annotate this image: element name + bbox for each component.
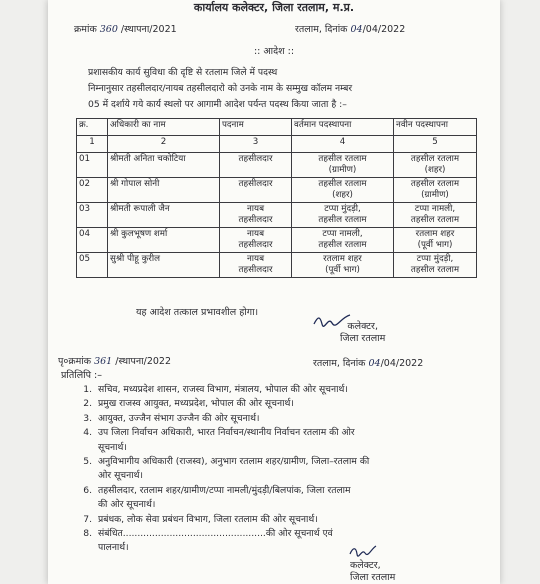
list-item: 3. आयुक्त, उज्जैन संभाग उज्जैन की ओर सूचनार्थ।	[83, 412, 260, 424]
order-number-prefix: क्रमांक	[74, 24, 100, 35]
order-date-prefix: रतलाम, दिनांक	[295, 24, 351, 35]
order-title: :: आदेश ::	[253, 46, 295, 57]
signature-block-1	[340, 321, 385, 345]
table-header-cell: पदनाम	[220, 119, 292, 136]
endorsement-number-handwritten: 361	[94, 356, 113, 367]
table-header-cell: नवीन पदस्थापना	[394, 119, 477, 136]
row-new-posting: रतलाम शहर (पूर्वी भाग)	[394, 228, 477, 253]
column-number: 4	[292, 136, 394, 153]
row-designation: तहसीलदार	[220, 178, 292, 203]
row-designation: नायब तहसीलदार	[220, 253, 292, 278]
table-header-cell: वर्तमान पदस्थापना	[292, 119, 394, 136]
row-current-posting: रतलाम शहर (पूर्वी भाग)	[292, 253, 394, 278]
row-serial: 03	[77, 203, 108, 228]
row-designation: तहसीलदार	[220, 153, 292, 178]
paragraph-line: प्रशासकीय कार्य सुविधा की दृष्टि से रतलाम जिले में पदस्थ	[88, 67, 278, 78]
order-date-handwritten: 04	[350, 24, 363, 35]
table-header-cell: अधिकारी का नाम	[108, 119, 220, 136]
order-paragraph	[88, 65, 474, 113]
table-header-cell: क्र.	[77, 119, 108, 136]
row-officer-name: श्री गोपाल सोनी	[108, 178, 220, 203]
table-row	[77, 178, 477, 203]
table-row	[77, 153, 477, 178]
signature-district: जिला रतलाम	[340, 333, 386, 344]
row-serial: 04	[77, 228, 108, 253]
row-officer-name: श्री कुलभूषण शर्मा	[108, 228, 220, 253]
order-date	[295, 22, 405, 35]
list-item: 2. प्रमुख राजस्व आयुक्त, मध्यप्रदेश, भोपाल की ओर सूचनार्थ।	[83, 398, 294, 410]
signature-title: कलेक्टर,	[347, 321, 378, 332]
order-number-suffix: /स्थापना/2021	[117, 24, 177, 35]
column-number: 1	[77, 136, 108, 153]
list-item: 7. प्रबंधक, लोक सेवा प्रबंधन विभाग, जिला रतलाम की ओर सूचनार्थ।	[83, 513, 318, 525]
effective-statement: यह आदेश तत्काल प्रभावशील होगा।	[136, 307, 259, 318]
row-officer-name: श्रीमती रूपाली जैन	[108, 203, 220, 228]
table-row	[77, 253, 477, 278]
row-current-posting: तहसील रतलाम (शहर)	[292, 178, 394, 203]
list-item: 4. उप जिला निर्वाचन अधिकारी, भारत निर्वाचन/स्थानीय निर्वाचन रतलाम की ओर सूचनार्थ।	[83, 427, 355, 453]
row-current-posting: टप्पा नामली, तहसील रतलाम	[292, 228, 394, 253]
office-header: कार्यालय कलेक्टर, जिला रतलाम, म.प्र.	[193, 1, 355, 14]
order-number-handwritten: 360	[99, 24, 118, 35]
signature-district: जिला रतलाम	[350, 572, 396, 583]
row-current-posting: टप्पा मुंदड़ी, तहसील रतलाम	[292, 203, 394, 228]
collector-signature-2	[348, 544, 378, 560]
row-officer-name: श्रीमती अनिता चकोटिया	[108, 153, 220, 178]
row-new-posting: टप्पा नामली, तहसील रतलाम	[394, 203, 477, 228]
table-row	[77, 203, 477, 228]
table-row	[77, 228, 477, 253]
list-item: 1. सचिव, मध्यप्रदेश शासन, राजस्व विभाग, मंत्रालय, भोपाल की ओर सूचनार्थ।	[83, 384, 348, 395]
signature-block-2	[350, 560, 395, 584]
posting-table	[76, 118, 477, 278]
row-new-posting: तहसील रतलाम (ग्रामीण)	[394, 178, 477, 203]
copy-list	[70, 383, 478, 556]
row-designation: नायब तहसीलदार	[220, 203, 292, 228]
row-current-posting: तहसील रतलाम (ग्रामीण)	[292, 153, 394, 178]
paragraph-line: 05 में दर्शाये गये कार्य स्थलो पर आगामी आदेश पर्यन्त पदस्थ किया जाता है :–	[88, 99, 347, 110]
order-date-suffix: /04/2022	[362, 24, 406, 35]
row-designation: नायब तहसीलदार	[220, 228, 292, 253]
copy-to-label: प्रतिलिपि :–	[61, 370, 103, 381]
column-number: 5	[394, 136, 477, 153]
order-number	[74, 22, 177, 35]
signature-title: कलेक्टर,	[350, 560, 381, 571]
row-serial: 05	[77, 253, 108, 278]
endorsement-date: रतलाम, दिनांक 04/04/2022	[313, 358, 424, 369]
column-number: 2	[108, 136, 220, 153]
column-number: 3	[220, 136, 292, 153]
table-column-number-row	[77, 136, 477, 153]
list-item: 5. अनुविभागीय अधिकारी (राजस्व), अनुभाग रतलाम शहर/ग्रामीण, जिला–रतलाम की ओर सूचनार्थ।	[83, 456, 370, 482]
row-serial: 02	[77, 178, 108, 203]
row-serial: 01	[77, 153, 108, 178]
order-document	[48, 0, 500, 584]
endorsement-date-handwritten: 04	[368, 358, 381, 369]
table-header-row	[77, 119, 477, 136]
list-item: 8. संबंधित.................................................की ओर सूचनार्थ एवं पालनार्थ।	[83, 528, 333, 554]
list-item: 6. तहसीलदार, रतलाम शहर/ग्रामीण/टप्पा नामली/मुंदड़ी/बिलपांक, जिला रतलाम की ओर सूचनार्थ।	[83, 484, 351, 511]
paragraph-line: निम्नानुसार तहसीलदार/नायब तहसीलदारो को उनके नाम के सम्मुख कॉलम नम्बर	[88, 83, 353, 94]
row-officer-name: सुश्री पीहू कुरील	[108, 253, 220, 278]
row-new-posting: तहसील रतलाम (शहर)	[394, 153, 477, 178]
row-new-posting: टप्पा मुंदड़ी, तहसील रतलाम	[394, 253, 477, 278]
endorsement-number: पृ०क्रमांक 361 /स्थापना/2022	[58, 356, 171, 367]
